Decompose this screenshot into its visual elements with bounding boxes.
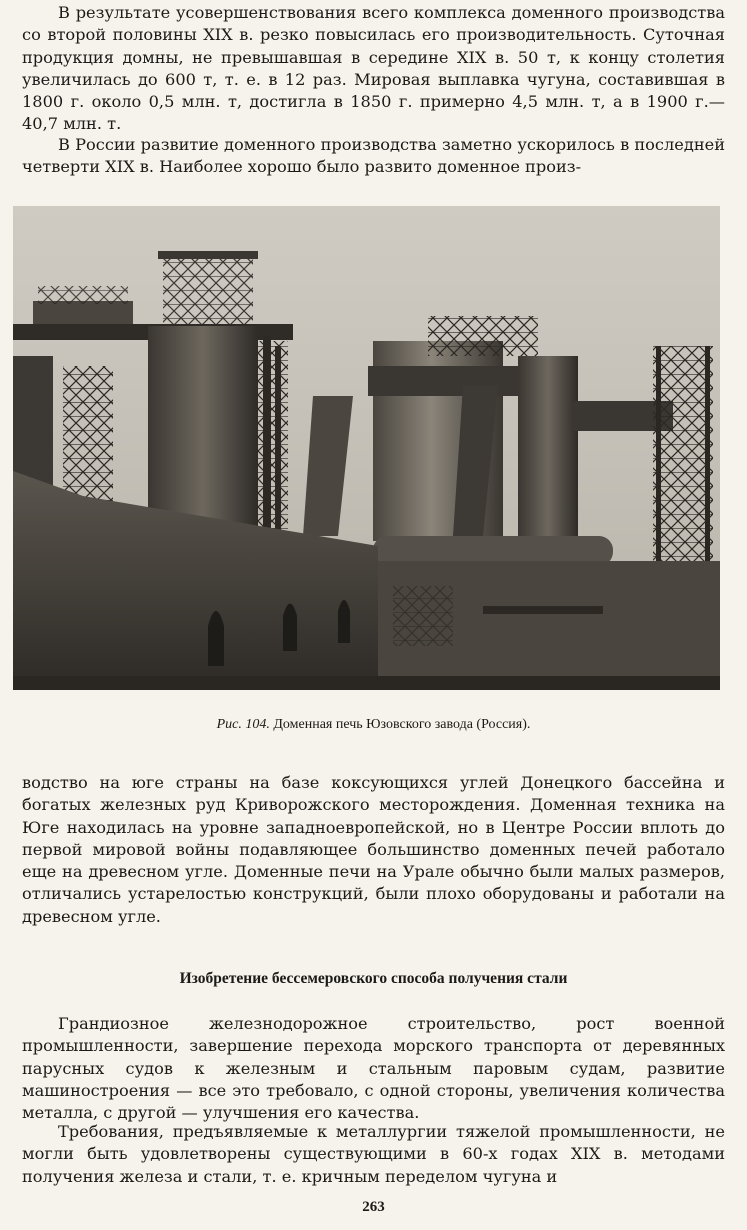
paragraph-southern-russia-production: водство на юге страны на базе коксующихся углей Донецкого бассейна и богатых железных руд Криворожского месторождения. Доменная техника на Юге находилась на уровне западноевропейской, но в Центре России вплоть до первой мировой войны подавляющее большинство доменных печей работало еще на древесном угле. Доменные печи на Урале обычно были малых размеров, отличались устарелостью конструкций, были плохо оборудованы и работали на древесном угле. bbox=[22, 773, 725, 926]
section-heading-bessemer: Изобретение бессемеровского способа получения стали bbox=[179, 970, 568, 987]
paragraph-blast-furnace-productivity: В результате усовершенствования всего комплекса доменного производства со второй половины XIX в. резко повысилась его производительность. Суточная продукция домны, не превышавшая в середине XIX в. 50 т, к концу столетия увеличилась до 600 т, т. е. в 12 раз. Мировая выплавка чугуна, составившая в 1800 г. около 0,5 млн. т, достигла в 1850 г. примерно 4,5 млн. т, а в 1900 г.— 40,7 млн. т. bbox=[22, 3, 725, 134]
page-number: 263 bbox=[362, 1199, 385, 1215]
figure-caption bbox=[0, 716, 747, 734]
figure-caption-text: Доменная печь Юзовского завода (Россия). bbox=[273, 717, 531, 732]
paragraph-russia-blast-furnace: В России развитие доменного производства заметно ускорилось в последней четверти XIX в. Наиболее хорошо было развито доменное произ- bbox=[22, 135, 725, 177]
paragraph-industrial-demand: Грандиозное железнодорожное строительство, рост военной промышленности, завершение перехода морского транспорта от деревянных парусных судов к железным и стальным паровым судам, развитие машиностроения — все это требовало, с одной стороны, увеличения количества металла, с другой — улучшения его качества. bbox=[22, 1014, 725, 1123]
blast-furnace-photo bbox=[13, 206, 720, 690]
blast-furnace-photo-drawing bbox=[13, 206, 720, 690]
figure-caption-label: Рис. 104. bbox=[216, 717, 270, 732]
paragraph-metallurgy-requirements: Требования, предъявляемые к металлургии тяжелой промышленности, не могли быть удовлетворены существующими в 60-х годах XIX в. методами получения железа и стали, т. е. кричным переделом чугуна и bbox=[22, 1122, 725, 1186]
